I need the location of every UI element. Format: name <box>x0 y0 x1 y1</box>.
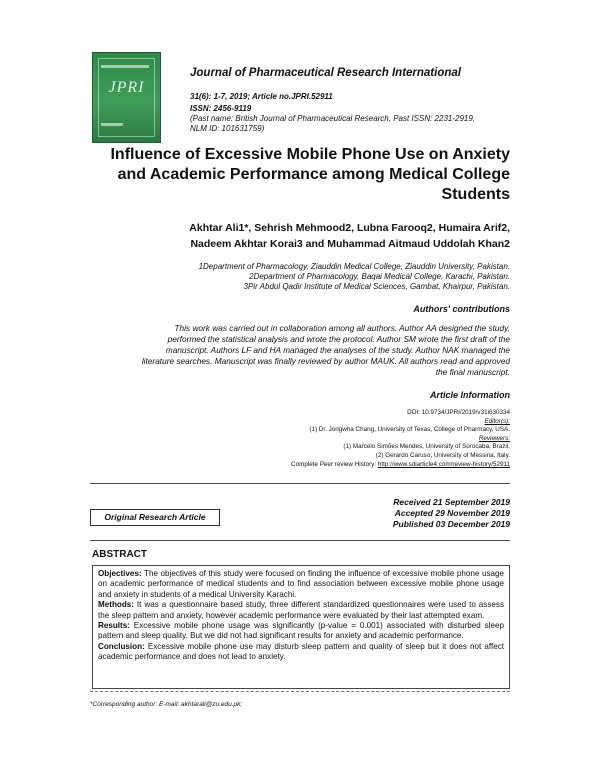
reviewers-label <box>90 435 510 442</box>
affiliation: 3Pir Abdul Qadir Institute of Medical Sciences, Gambat, Khairpur, Pakistan. <box>243 282 510 291</box>
published-date: Published 03 December 2019 <box>392 519 510 529</box>
title-line: Students <box>441 186 510 203</box>
journal-cover-image <box>92 52 161 143</box>
corresponding-author-footnote: *Corresponding author: E-mail: akhtarali@zu.edu.pk; <box>90 701 243 708</box>
conclusion-text: Excessive mobile phone use may disturb sleep pattern and quality of sleep but it does not affect academic performance and does not lead to anxiety. <box>98 641 504 662</box>
divider <box>90 540 510 541</box>
cover-line <box>101 123 123 126</box>
article-info-heading: Article Information <box>429 390 510 400</box>
abstract-objectives <box>98 569 504 600</box>
conclusion-label: Conclusion: <box>98 641 145 651</box>
methods-text: It was a questionnaire based study, three different standardized questionnaires were used to assess the sleep pattern and anxiety, however academic performance were evaluated by their last attempted exam. <box>98 600 504 620</box>
title-line: Influence of Excessive Mobile Phone Use on Anxiety <box>110 146 510 163</box>
results-text: Excessive mobile phone usage was significantly (p-value = 0.001) associated with disturbed sleep pattern and sleep quality. But we did not had significant results for anxiety and academic performance. <box>98 621 504 641</box>
journal-nlm-id: NLM ID: 101631759) <box>190 124 265 133</box>
journal-issn: ISSN: 2456-9119 <box>190 104 252 113</box>
history-link[interactable]: http://www.sdiarticle4.com/review-history/52911 <box>377 461 510 468</box>
results-label: Results: <box>98 621 130 631</box>
abstract-methods <box>98 600 504 621</box>
affiliation: 1Department of Pharmacology, Ziauddin Medical College, Ziauddin University, Pakistan. <box>198 262 510 271</box>
divider <box>90 483 510 484</box>
editor-label-text: Editor(s): <box>484 418 510 425</box>
affiliation: 2Department of Pharmacology, Baqai Medical College, Karachi, Pakistan. <box>249 272 510 281</box>
contribution-line: the final manuscript. <box>435 367 510 377</box>
objectives-text: The objectives of this study were focused on finding the influence of excessive mobile phone usage on academic performance of medical students and to find association between excessive mobile phone usage and anxiety in students of a medical University Karachi. <box>98 569 504 599</box>
contribution-line: This work was carried out in collaboration among all authors. Author AA designed the study, <box>174 323 510 333</box>
abstract-box <box>92 565 510 689</box>
abstract-results <box>98 621 504 642</box>
objectives-label: Objectives: <box>98 569 142 578</box>
doi: DOI: 10.9734/JPRI/2019/v31i630334 <box>407 409 510 416</box>
contributions-heading: Authors' contributions <box>413 304 510 314</box>
cover-logo: JPRI <box>108 79 145 96</box>
received-date: Received 21 September 2019 <box>393 497 510 507</box>
footnote-divider <box>90 691 510 692</box>
reviewer: (1) Marcelo Simões Mendes, University of Sorocaba, Brazil. <box>343 443 510 450</box>
dates-block <box>393 497 510 530</box>
journal-name: Journal of Pharmaceutical Research International <box>190 67 461 79</box>
article-type-box: Original Research Article <box>90 509 220 526</box>
author-line: Akhtar Ali1*, Sehrish Mehmood2, Lubna Farooq2, Humaira Arif2, <box>189 222 510 234</box>
abstract-heading: ABSTRACT <box>92 549 147 560</box>
history-label: Complete Peer review History: <box>291 461 378 468</box>
paper-title <box>60 145 510 205</box>
editor: (1) Dr. Jongwha Chang, University of Texas, College of Pharmacy, USA. <box>309 426 510 433</box>
title-line: and Academic Performance among Medical College <box>117 166 510 183</box>
methods-label: Methods: <box>98 600 134 610</box>
editor-label <box>90 418 510 425</box>
author-line: Nadeem Akhtar Korai3 and Muhammad Aitmaud Uddolah Khan2 <box>190 238 510 250</box>
journal-issue: 31(6): 1-7, 2019; Article no.JPRI.52911 <box>190 92 333 101</box>
reviewers-label-text: Reviewers: <box>478 435 510 442</box>
abstract-conclusion <box>98 642 504 663</box>
peer-review-history <box>90 461 510 468</box>
reviewer: (2) Gerardo Caruso, University of Messina, Italy. <box>375 452 510 459</box>
journal-past-name: (Past name: British Journal of Pharmaceutical Research, Past ISSN: 2231-2919, <box>190 114 476 123</box>
contribution-line: performed the statistical analysis and wrote the protocol. Author SM wrote the first draft of the <box>167 334 510 344</box>
contributions-text <box>90 323 510 378</box>
cover-line <box>101 65 149 68</box>
contribution-line: literature searches. Manuscript was finally reviewed by author MAUK. All authors read and approved <box>141 356 510 366</box>
author-list <box>70 220 510 252</box>
contribution-line: manuscript. Authors LF and HA managed the analyses of the study. Author NAK managed the <box>165 345 510 355</box>
accepted-date: Accepted 29 November 2019 <box>394 508 510 518</box>
